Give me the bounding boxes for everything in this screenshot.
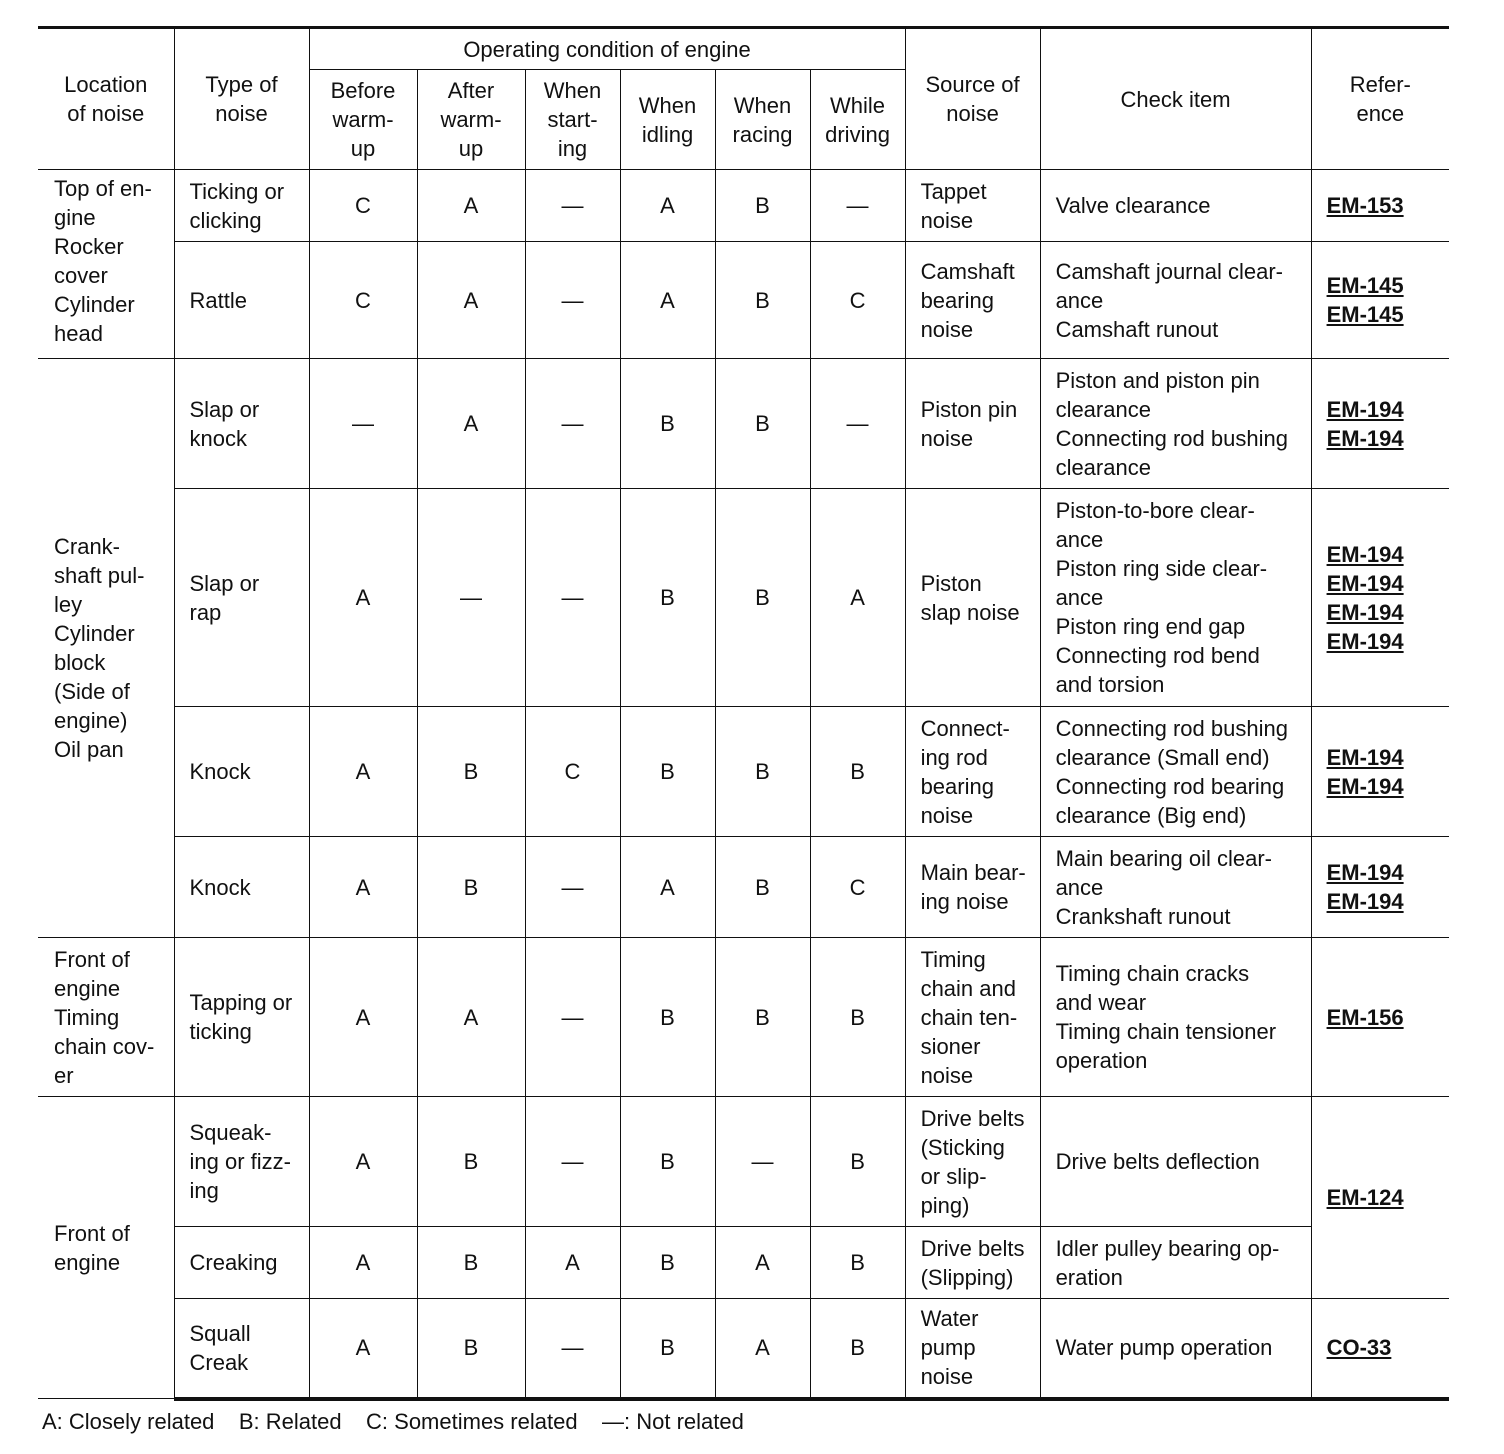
noise-source-cell: Camshaft bearing noise — [905, 242, 1040, 359]
check-item-cell: Water pump operation — [1040, 1299, 1311, 1399]
noise-diagnosis-table-container — [38, 26, 1449, 1401]
table-row — [38, 1299, 1449, 1399]
condition-cell: A — [620, 170, 715, 242]
condition-cell: A — [309, 489, 417, 707]
reference-cell — [1311, 489, 1449, 707]
reference-cell — [1311, 170, 1449, 242]
noise-type-cell: Rattle — [174, 242, 309, 359]
condition-cell: — — [309, 359, 417, 489]
noise-source-cell: Piston pin noise — [905, 359, 1040, 489]
noise-type-cell: Knock — [174, 707, 309, 837]
header-when-starting: When start- ing — [525, 70, 620, 170]
location-cell: Crank- shaft pul- ley Cylinder block (Side of engine) Oil pan — [38, 359, 174, 938]
header-check-item: Check item — [1040, 28, 1311, 170]
condition-cell: — — [525, 242, 620, 359]
condition-cell: — — [525, 359, 620, 489]
reference-cell — [1311, 242, 1449, 359]
reference-link[interactable]: EM-194 — [1326, 570, 1404, 596]
condition-cell: B — [810, 1299, 905, 1399]
check-item-cell: Camshaft journal clear- ance Camshaft runout — [1040, 242, 1311, 359]
table-row — [38, 707, 1449, 837]
location-cell: Front of engine — [38, 1097, 174, 1399]
condition-cell: — — [525, 170, 620, 242]
reference-link[interactable]: EM-194 — [1326, 773, 1404, 799]
reference-cell — [1311, 837, 1449, 938]
condition-cell: B — [620, 1097, 715, 1227]
table-row — [38, 170, 1449, 242]
legend: A: Closely related B: Related C: Sometimes related —: Not related — [42, 1409, 744, 1434]
check-item-cell: Idler pulley bearing op- eration — [1040, 1227, 1311, 1299]
location-cell: Top of en- gine Rocker cover Cylinder head — [38, 170, 174, 359]
condition-cell: A — [309, 707, 417, 837]
noise-source-cell: Connect- ing rod bearing noise — [905, 707, 1040, 837]
engine-noise-table — [38, 26, 1449, 1401]
check-item-cell: Timing chain cracks and wear Timing chain tensioner operation — [1040, 938, 1311, 1097]
reference-link[interactable]: EM-156 — [1326, 1004, 1404, 1030]
condition-cell: B — [715, 837, 810, 938]
noise-source-cell: Main bear- ing noise — [905, 837, 1040, 938]
check-item-cell: Piston-to-bore clear- ance Piston ring side clear- ance Piston ring end gap Connecting rod bend and torsion — [1040, 489, 1311, 707]
reference-cell — [1311, 1299, 1449, 1399]
condition-cell: C — [309, 170, 417, 242]
condition-cell: B — [417, 1227, 525, 1299]
condition-cell: A — [309, 1227, 417, 1299]
noise-type-cell: Slap or knock — [174, 359, 309, 489]
noise-type-cell: Slap or rap — [174, 489, 309, 707]
condition-cell: — — [715, 1097, 810, 1227]
reference-link[interactable]: EM-145 — [1326, 302, 1404, 327]
condition-cell: A — [715, 1227, 810, 1299]
noise-source-cell: Piston slap noise — [905, 489, 1040, 707]
condition-cell: — — [525, 489, 620, 707]
table-row — [38, 242, 1449, 359]
condition-cell: — — [810, 170, 905, 242]
condition-cell: B — [715, 242, 810, 359]
reference-cell — [1311, 359, 1449, 489]
noise-type-cell: Squeak- ing or fizz- ing — [174, 1097, 309, 1227]
reference-cell — [1311, 938, 1449, 1097]
condition-cell: A — [810, 489, 905, 707]
header-source: Source of noise — [905, 28, 1040, 170]
header-operating-condition: Operating condition of engine — [309, 28, 905, 70]
condition-cell: — — [525, 938, 620, 1097]
condition-cell: B — [620, 707, 715, 837]
condition-cell: C — [810, 242, 905, 359]
noise-type-cell: Squall Creak — [174, 1299, 309, 1399]
condition-cell: B — [810, 1097, 905, 1227]
noise-source-cell: Water pump noise — [905, 1299, 1040, 1399]
condition-cell: — — [525, 837, 620, 938]
table-row — [38, 938, 1449, 1097]
header-when-idling: When idling — [620, 70, 715, 170]
condition-cell: A — [309, 837, 417, 938]
condition-cell: B — [620, 1227, 715, 1299]
reference-link[interactable]: EM-194 — [1326, 744, 1404, 770]
condition-cell: C — [810, 837, 905, 938]
condition-cell: B — [715, 489, 810, 707]
condition-cell: — — [810, 359, 905, 489]
reference-link[interactable]: EM-145 — [1326, 273, 1404, 298]
header-location: Location of noise — [38, 28, 174, 170]
noise-source-cell: Drive belts (Slipping) — [905, 1227, 1040, 1299]
reference-link[interactable]: EM-194 — [1326, 541, 1404, 567]
condition-cell: A — [715, 1299, 810, 1399]
check-item-cell: Piston and piston pin clearance Connecting rod bushing clearance — [1040, 359, 1311, 489]
condition-cell: A — [417, 938, 525, 1097]
check-item-cell: Connecting rod bushing clearance (Small end) Connecting rod bearing clearance (Big end) — [1040, 707, 1311, 837]
condition-cell: B — [715, 707, 810, 837]
condition-cell: B — [715, 938, 810, 1097]
location-cell: Front of engine Timing chain cov- er — [38, 938, 174, 1097]
reference-link[interactable]: EM-194 — [1326, 599, 1404, 625]
reference-link[interactable]: EM-153 — [1326, 193, 1404, 218]
reference-link[interactable]: EM-124 — [1326, 1185, 1404, 1210]
reference-link[interactable]: CO-33 — [1326, 1335, 1392, 1361]
header-reference: Refer- ence — [1311, 28, 1449, 170]
reference-cell — [1311, 1097, 1449, 1299]
condition-cell: A — [309, 1299, 417, 1399]
reference-link[interactable]: EM-194 — [1326, 628, 1404, 654]
condition-cell: A — [417, 170, 525, 242]
condition-cell: A — [620, 242, 715, 359]
reference-link[interactable]: EM-194 — [1326, 425, 1404, 451]
condition-cell: C — [525, 707, 620, 837]
condition-cell: A — [417, 242, 525, 359]
check-item-cell: Drive belts deflection — [1040, 1097, 1311, 1227]
condition-cell: B — [417, 837, 525, 938]
condition-cell: B — [715, 170, 810, 242]
noise-source-cell: Drive belts (Sticking or slip- ping) — [905, 1097, 1040, 1227]
condition-cell: B — [417, 707, 525, 837]
condition-cell: B — [810, 1227, 905, 1299]
reference-cell — [1311, 707, 1449, 837]
header-before-warmup: Before warm- up — [309, 70, 417, 170]
condition-cell: A — [525, 1227, 620, 1299]
header-when-racing: When racing — [715, 70, 810, 170]
condition-cell: B — [620, 1299, 715, 1399]
condition-cell: B — [620, 489, 715, 707]
header-while-driving: While driving — [810, 70, 905, 170]
condition-cell: A — [620, 837, 715, 938]
table-row — [38, 1097, 1449, 1227]
reference-link[interactable]: EM-194 — [1326, 889, 1404, 914]
condition-cell: B — [417, 1299, 525, 1399]
condition-cell: A — [417, 359, 525, 489]
condition-cell: — — [417, 489, 525, 707]
condition-cell: — — [525, 1299, 620, 1399]
noise-type-cell: Creaking — [174, 1227, 309, 1299]
condition-cell: B — [620, 359, 715, 489]
condition-cell: B — [810, 707, 905, 837]
noise-source-cell: Timing chain and chain ten- sioner noise — [905, 938, 1040, 1097]
table-row — [38, 837, 1449, 938]
condition-cell: C — [309, 242, 417, 359]
condition-cell: A — [309, 938, 417, 1097]
condition-cell: B — [810, 938, 905, 1097]
condition-cell: B — [715, 359, 810, 489]
header-after-warmup: After warm- up — [417, 70, 525, 170]
header-type: Type of noise — [174, 28, 309, 170]
table-row — [38, 359, 1449, 489]
noise-type-cell: Knock — [174, 837, 309, 938]
condition-cell: B — [417, 1097, 525, 1227]
condition-cell: — — [525, 1097, 620, 1227]
noise-source-cell: Tappet noise — [905, 170, 1040, 242]
condition-cell: A — [309, 1097, 417, 1227]
check-item-cell: Main bearing oil clear- ance Crankshaft runout — [1040, 837, 1311, 938]
table-row — [38, 1227, 1449, 1299]
condition-cell: B — [620, 938, 715, 1097]
reference-link[interactable]: EM-194 — [1326, 396, 1404, 422]
table-row — [38, 489, 1449, 707]
check-item-cell: Valve clearance — [1040, 170, 1311, 242]
reference-link[interactable]: EM-194 — [1326, 860, 1404, 885]
noise-type-cell: Tapping or ticking — [174, 938, 309, 1097]
noise-type-cell: Ticking or clicking — [174, 170, 309, 242]
